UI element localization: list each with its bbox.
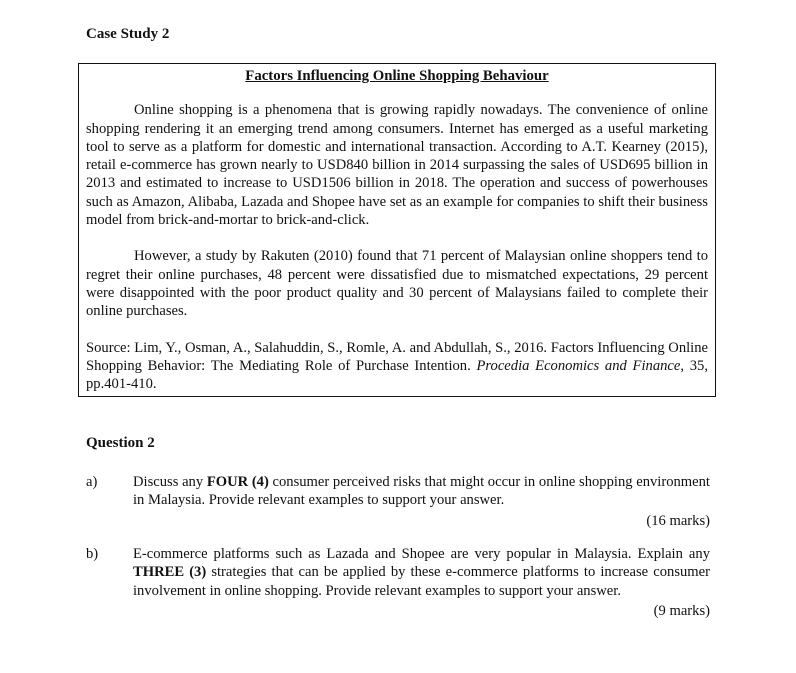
question-text	[133, 473, 710, 510]
question-text	[133, 545, 710, 600]
question-marks: (9 marks)	[653, 602, 710, 619]
source-text: Source: Lim, Y., Osman, A., Salahuddin, S., Romle, A. and Abdullah, S., 2016. Factors Influencing Online Shopping Behavior: The Mediating Role of Purchase Intention.	[86, 339, 708, 374]
question-text-pre: Discuss any	[133, 474, 207, 490]
case-study-box	[78, 63, 716, 397]
question-text-post: consumer perceived risks that might occur in online shopping environment in Malaysia. Provide relevant examples to support your answer.	[133, 474, 710, 509]
source-citation	[86, 339, 708, 394]
question-b	[86, 545, 710, 620]
question-label: b)	[86, 546, 99, 562]
question-text-bold: FOUR (4)	[206, 474, 269, 490]
case-study-title: Factors Influencing Online Shopping Behaviour	[245, 68, 549, 84]
question-marks: (16 marks)	[646, 512, 710, 529]
question-text-pre: E-commerce platforms such as Lazada and Shopee are very popular in Malaysia. Explain any	[133, 546, 710, 562]
question-text-bold: THREE (3)	[133, 564, 207, 581]
case-paragraph-1: Online shopping is a phenomena that is growing rapidly nowadays. The convenience of online shopping rendering it an emerging trend among consumers. Internet has emerged as a useful marketing tool to serve as a platform for domestic and international transaction. According to A.T. Kearney (2015), retail e-commerce has grown nearly to USD840 billion in 2014 surpassing the sales of USD695 billion in 2013 and estimated to increase to USD1506 billion in 2018. The operation and success of powerhouses such as Amazon, Alibaba, Lazada and Shopee have set as an example for companies to shift their business model from brick-and-mortar to brick-and-click.	[86, 102, 708, 229]
question-label: a)	[86, 474, 98, 490]
case-paragraph-2: However, a study by Rakuten (2010) found that 71 percent of Malaysian online shoppers tend to regret their online purchases, 48 percent were dissatisfied due to mismatched expectations, 29 percent were disappointed with the poor product quality and 30 percent of Malaysians failed to complete their online purchases.	[86, 248, 708, 320]
case-study-heading: Case Study 2	[86, 26, 170, 42]
source-journal: Procedia Economics and Finance	[476, 357, 681, 374]
question-text-post: strategies that can be applied by these e-commerce platforms to increase consumer involvement in online shopping. Provide relevant examples to support your answer.	[133, 564, 710, 599]
question-heading: Question 2	[86, 435, 155, 451]
question-a	[86, 473, 710, 530]
source-volume: , 35, pp.401-410.	[86, 357, 708, 393]
